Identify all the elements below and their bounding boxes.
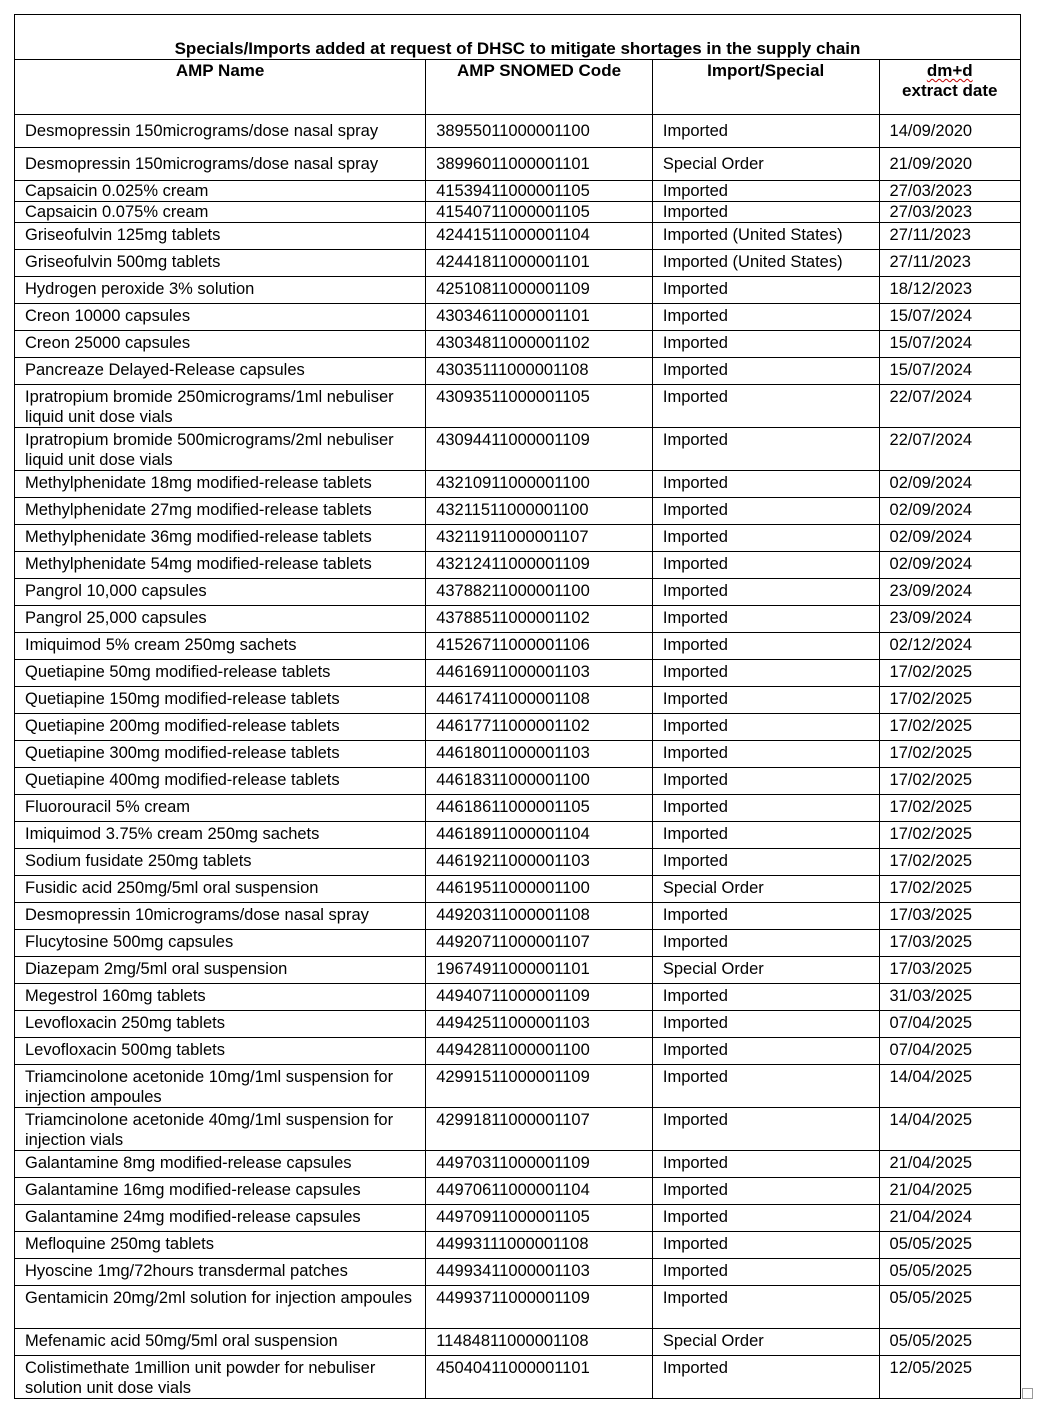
cell-extract-date: 14/04/2025 [879, 1108, 1020, 1151]
table-row [15, 1151, 1021, 1178]
table-row [15, 768, 1021, 795]
column-header-import-special: Import/Special [652, 60, 879, 115]
cell-amp-name: Ipratropium bromide 500micrograms/2ml nebuliser liquid unit dose vials [15, 428, 426, 471]
cell-amp-name: Griseofulvin 500mg tablets [15, 250, 426, 277]
cell-import-special: Imported [652, 1108, 879, 1151]
cell-amp-name: Diazepam 2mg/5ml oral suspension [15, 957, 426, 984]
cell-extract-date: 17/02/2025 [879, 714, 1020, 741]
cell-amp-name: Creon 10000 capsules [15, 304, 426, 331]
cell-import-special: Imported [652, 930, 879, 957]
cell-import-special: Imported [652, 277, 879, 304]
cell-snomed-code: 44618011000001103 [426, 741, 653, 768]
cell-import-special: Imported [652, 1151, 879, 1178]
cell-snomed-code: 44993711000001109 [426, 1286, 653, 1329]
cell-extract-date: 18/12/2023 [879, 277, 1020, 304]
cell-extract-date: 27/03/2023 [879, 202, 1020, 223]
cell-extract-date: 21/04/2025 [879, 1151, 1020, 1178]
cell-snomed-code: 44920711000001107 [426, 930, 653, 957]
cell-import-special: Imported [652, 687, 879, 714]
table-row [15, 1356, 1021, 1399]
cell-snomed-code: 42441811000001101 [426, 250, 653, 277]
cell-amp-name: Gentamicin 20mg/2ml solution for injection ampoules [15, 1286, 426, 1329]
cell-extract-date: 17/02/2025 [879, 687, 1020, 714]
cell-snomed-code: 43788211000001100 [426, 579, 653, 606]
table-row [15, 223, 1021, 250]
cell-import-special: Imported [652, 202, 879, 223]
cell-snomed-code: 44617711000001102 [426, 714, 653, 741]
cell-amp-name: Desmopressin 150micrograms/dose nasal spray [15, 115, 426, 148]
cell-extract-date: 21/04/2024 [879, 1205, 1020, 1232]
table-row [15, 1038, 1021, 1065]
cell-amp-name: Megestrol 160mg tablets [15, 984, 426, 1011]
cell-import-special: Imported [652, 579, 879, 606]
cell-snomed-code: 42991511000001109 [426, 1065, 653, 1108]
cell-import-special: Imported [652, 1178, 879, 1205]
table-row [15, 115, 1021, 148]
cell-snomed-code: 41539411000001105 [426, 181, 653, 202]
cell-amp-name: Quetiapine 300mg modified-release tablets [15, 741, 426, 768]
cell-amp-name: Ipratropium bromide 250micrograms/1ml nebuliser liquid unit dose vials [15, 385, 426, 428]
cell-import-special: Imported [652, 633, 879, 660]
cell-extract-date: 02/12/2024 [879, 633, 1020, 660]
cell-import-special: Imported [652, 1205, 879, 1232]
column-header-extract-date [879, 60, 1020, 115]
cell-snomed-code: 42510811000001109 [426, 277, 653, 304]
cell-snomed-code: 43211911000001107 [426, 525, 653, 552]
cell-extract-date: 17/02/2025 [879, 741, 1020, 768]
cell-extract-date: 31/03/2025 [879, 984, 1020, 1011]
cell-extract-date: 02/09/2024 [879, 471, 1020, 498]
cell-extract-date: 17/03/2025 [879, 930, 1020, 957]
table-row [15, 358, 1021, 385]
cell-amp-name: Creon 25000 capsules [15, 331, 426, 358]
cell-amp-name: Galantamine 8mg modified-release capsules [15, 1151, 426, 1178]
cell-extract-date: 17/02/2025 [879, 660, 1020, 687]
cell-amp-name: Quetiapine 50mg modified-release tablets [15, 660, 426, 687]
table-row [15, 579, 1021, 606]
cell-amp-name: Methylphenidate 36mg modified-release tablets [15, 525, 426, 552]
cell-extract-date: 02/09/2024 [879, 525, 1020, 552]
table-row [15, 1232, 1021, 1259]
table-row [15, 552, 1021, 579]
cell-amp-name: Pancreaze Delayed-Release capsules [15, 358, 426, 385]
cell-extract-date: 17/03/2025 [879, 903, 1020, 930]
cell-import-special: Imported (United States) [652, 250, 879, 277]
cell-import-special: Imported [652, 768, 879, 795]
cell-extract-date: 22/07/2024 [879, 385, 1020, 428]
cell-snomed-code: 41526711000001106 [426, 633, 653, 660]
cell-extract-date: 23/09/2024 [879, 606, 1020, 633]
specials-imports-table [14, 14, 1021, 1399]
cell-extract-date: 02/09/2024 [879, 552, 1020, 579]
table-row [15, 930, 1021, 957]
table-row [15, 331, 1021, 358]
table-row [15, 660, 1021, 687]
cell-amp-name: Methylphenidate 27mg modified-release tablets [15, 498, 426, 525]
cell-amp-name: Galantamine 24mg modified-release capsules [15, 1205, 426, 1232]
table-row [15, 633, 1021, 660]
cell-extract-date: 15/07/2024 [879, 331, 1020, 358]
cell-snomed-code: 42991811000001107 [426, 1108, 653, 1151]
cell-extract-date: 17/02/2025 [879, 795, 1020, 822]
cell-snomed-code: 41540711000001105 [426, 202, 653, 223]
cell-snomed-code: 11484811000001108 [426, 1329, 653, 1356]
cell-extract-date: 05/05/2025 [879, 1329, 1020, 1356]
cell-import-special: Imported [652, 331, 879, 358]
table-row [15, 1108, 1021, 1151]
table-row [15, 687, 1021, 714]
cell-import-special: Imported [652, 1259, 879, 1286]
cell-amp-name: Desmopressin 150micrograms/dose nasal spray [15, 148, 426, 181]
cell-import-special: Imported [652, 1038, 879, 1065]
cell-import-special: Special Order [652, 1329, 879, 1356]
cell-amp-name: Quetiapine 400mg modified-release tablets [15, 768, 426, 795]
cell-extract-date: 05/05/2025 [879, 1232, 1020, 1259]
cell-snomed-code: 43034611000001101 [426, 304, 653, 331]
table-row [15, 984, 1021, 1011]
cell-import-special: Imported [652, 903, 879, 930]
cell-extract-date: 21/04/2025 [879, 1178, 1020, 1205]
cell-amp-name: Levofloxacin 250mg tablets [15, 1011, 426, 1038]
table-row [15, 1178, 1021, 1205]
cell-snomed-code: 44970311000001109 [426, 1151, 653, 1178]
cell-import-special: Imported (United States) [652, 223, 879, 250]
table-row [15, 498, 1021, 525]
cell-snomed-code: 44618311000001100 [426, 768, 653, 795]
cell-amp-name: Methylphenidate 18mg modified-release tablets [15, 471, 426, 498]
table-row [15, 903, 1021, 930]
table-row [15, 428, 1021, 471]
cell-snomed-code: 43093511000001105 [426, 385, 653, 428]
cell-import-special: Imported [652, 304, 879, 331]
table-row [15, 181, 1021, 202]
cell-snomed-code: 38996011000001101 [426, 148, 653, 181]
cell-snomed-code: 38955011000001100 [426, 115, 653, 148]
cell-extract-date: 02/09/2024 [879, 498, 1020, 525]
cell-amp-name: Fusidic acid 250mg/5ml oral suspension [15, 876, 426, 903]
table-resize-handle[interactable] [1022, 1388, 1033, 1399]
cell-import-special: Imported [652, 1011, 879, 1038]
table-row [15, 795, 1021, 822]
cell-import-special: Imported [652, 606, 879, 633]
cell-extract-date: 27/11/2023 [879, 250, 1020, 277]
cell-amp-name: Hyoscine 1mg/72hours transdermal patches [15, 1259, 426, 1286]
cell-extract-date: 27/11/2023 [879, 223, 1020, 250]
cell-import-special: Imported [652, 498, 879, 525]
table-row [15, 148, 1021, 181]
cell-snomed-code: 44993111000001108 [426, 1232, 653, 1259]
cell-import-special: Imported [652, 1356, 879, 1399]
cell-snomed-code: 44619511000001100 [426, 876, 653, 903]
cell-snomed-code: 42441511000001104 [426, 223, 653, 250]
cell-extract-date: 14/04/2025 [879, 1065, 1020, 1108]
cell-extract-date: 05/05/2025 [879, 1286, 1020, 1329]
cell-snomed-code: 44993411000001103 [426, 1259, 653, 1286]
table-row [15, 202, 1021, 223]
table-row [15, 385, 1021, 428]
cell-amp-name: Imiquimod 5% cream 250mg sachets [15, 633, 426, 660]
cell-import-special: Imported [652, 385, 879, 428]
table-row [15, 849, 1021, 876]
cell-import-special: Special Order [652, 876, 879, 903]
cell-snomed-code: 44942811000001100 [426, 1038, 653, 1065]
table-row [15, 876, 1021, 903]
table-title: Specials/Imports added at request of DHSC to mitigate shortages in the supply chain [15, 15, 1021, 60]
cell-snomed-code: 43035111000001108 [426, 358, 653, 385]
cell-extract-date: 15/07/2024 [879, 358, 1020, 385]
cell-amp-name: Quetiapine 200mg modified-release tablets [15, 714, 426, 741]
cell-amp-name: Pangrol 10,000 capsules [15, 579, 426, 606]
cell-import-special: Imported [652, 358, 879, 385]
cell-extract-date: 12/05/2025 [879, 1356, 1020, 1399]
cell-extract-date: 05/05/2025 [879, 1259, 1020, 1286]
table-row [15, 714, 1021, 741]
cell-snomed-code: 44940711000001109 [426, 984, 653, 1011]
column-header-snomed-code: AMP SNOMED Code [426, 60, 653, 115]
cell-import-special: Special Order [652, 957, 879, 984]
cell-import-special: Imported [652, 115, 879, 148]
cell-import-special: Imported [652, 822, 879, 849]
cell-amp-name: Methylphenidate 54mg modified-release tablets [15, 552, 426, 579]
table-row [15, 525, 1021, 552]
cell-amp-name: Griseofulvin 125mg tablets [15, 223, 426, 250]
cell-import-special: Imported [652, 552, 879, 579]
cell-import-special: Imported [652, 984, 879, 1011]
table-row [15, 1011, 1021, 1038]
cell-extract-date: 17/03/2025 [879, 957, 1020, 984]
cell-extract-date: 17/02/2025 [879, 768, 1020, 795]
cell-import-special: Imported [652, 181, 879, 202]
cell-amp-name: Colistimethate 1million unit powder for nebuliser solution unit dose vials [15, 1356, 426, 1399]
table-row [15, 250, 1021, 277]
cell-snomed-code: 43212411000001109 [426, 552, 653, 579]
cell-import-special: Imported [652, 1065, 879, 1108]
cell-amp-name: Capsaicin 0.025% cream [15, 181, 426, 202]
cell-amp-name: Triamcinolone acetonide 10mg/1ml suspension for injection ampoules [15, 1065, 426, 1108]
column-header-amp-name: AMP Name [15, 60, 426, 115]
cell-snomed-code: 43788511000001102 [426, 606, 653, 633]
cell-amp-name: Imiquimod 3.75% cream 250mg sachets [15, 822, 426, 849]
cell-snomed-code: 44970911000001105 [426, 1205, 653, 1232]
cell-import-special: Imported [652, 741, 879, 768]
cell-amp-name: Flucytosine 500mg capsules [15, 930, 426, 957]
table-row [15, 471, 1021, 498]
cell-snomed-code: 44942511000001103 [426, 1011, 653, 1038]
cell-amp-name: Levofloxacin 500mg tablets [15, 1038, 426, 1065]
table-row [15, 1259, 1021, 1286]
table-row [15, 1286, 1021, 1329]
cell-amp-name: Hydrogen peroxide 3% solution [15, 277, 426, 304]
table-row [15, 741, 1021, 768]
cell-extract-date: 17/02/2025 [879, 876, 1020, 903]
cell-import-special: Imported [652, 660, 879, 687]
table-row [15, 277, 1021, 304]
cell-import-special: Special Order [652, 148, 879, 181]
table-row [15, 606, 1021, 633]
cell-snomed-code: 45040411000001101 [426, 1356, 653, 1399]
table-row [15, 1205, 1021, 1232]
cell-snomed-code: 44617411000001108 [426, 687, 653, 714]
cell-extract-date: 07/04/2025 [879, 1038, 1020, 1065]
cell-snomed-code: 43034811000001102 [426, 331, 653, 358]
cell-import-special: Imported [652, 1232, 879, 1259]
cell-import-special: Imported [652, 714, 879, 741]
header-extract-date-text: extract date [902, 81, 998, 100]
cell-snomed-code: 44619211000001103 [426, 849, 653, 876]
cell-extract-date: 07/04/2025 [879, 1011, 1020, 1038]
cell-extract-date: 17/02/2025 [879, 849, 1020, 876]
cell-amp-name: Fluorouracil 5% cream [15, 795, 426, 822]
cell-snomed-code: 44618611000001105 [426, 795, 653, 822]
table-row [15, 304, 1021, 331]
cell-amp-name: Desmopressin 10micrograms/dose nasal spray [15, 903, 426, 930]
cell-snomed-code: 43094411000001109 [426, 428, 653, 471]
cell-extract-date: 23/09/2024 [879, 579, 1020, 606]
table-row [15, 822, 1021, 849]
cell-import-special: Imported [652, 1286, 879, 1329]
cell-import-special: Imported [652, 849, 879, 876]
cell-import-special: Imported [652, 471, 879, 498]
cell-snomed-code: 44970611000001104 [426, 1178, 653, 1205]
header-dmd-text: dm+d [926, 61, 973, 80]
table-row [15, 1065, 1021, 1108]
cell-snomed-code: 19674911000001101 [426, 957, 653, 984]
cell-amp-name: Triamcinolone acetonide 40mg/1ml suspension for injection vials [15, 1108, 426, 1151]
cell-extract-date: 27/03/2023 [879, 181, 1020, 202]
cell-snomed-code: 43210911000001100 [426, 471, 653, 498]
cell-amp-name: Mefloquine 250mg tablets [15, 1232, 426, 1259]
cell-snomed-code: 44616911000001103 [426, 660, 653, 687]
table-row [15, 957, 1021, 984]
cell-amp-name: Sodium fusidate 250mg tablets [15, 849, 426, 876]
cell-extract-date: 21/09/2020 [879, 148, 1020, 181]
cell-import-special: Imported [652, 795, 879, 822]
table-row [15, 1329, 1021, 1356]
cell-snomed-code: 44618911000001104 [426, 822, 653, 849]
cell-snomed-code: 44920311000001108 [426, 903, 653, 930]
cell-amp-name: Pangrol 25,000 capsules [15, 606, 426, 633]
cell-amp-name: Capsaicin 0.075% cream [15, 202, 426, 223]
cell-extract-date: 14/09/2020 [879, 115, 1020, 148]
cell-snomed-code: 43211511000001100 [426, 498, 653, 525]
table-body [15, 115, 1021, 1399]
cell-extract-date: 15/07/2024 [879, 304, 1020, 331]
cell-amp-name: Mefenamic acid 50mg/5ml oral suspension [15, 1329, 426, 1356]
cell-import-special: Imported [652, 428, 879, 471]
cell-extract-date: 22/07/2024 [879, 428, 1020, 471]
cell-amp-name: Galantamine 16mg modified-release capsules [15, 1178, 426, 1205]
cell-import-special: Imported [652, 525, 879, 552]
cell-amp-name: Quetiapine 150mg modified-release tablets [15, 687, 426, 714]
cell-extract-date: 17/02/2025 [879, 822, 1020, 849]
